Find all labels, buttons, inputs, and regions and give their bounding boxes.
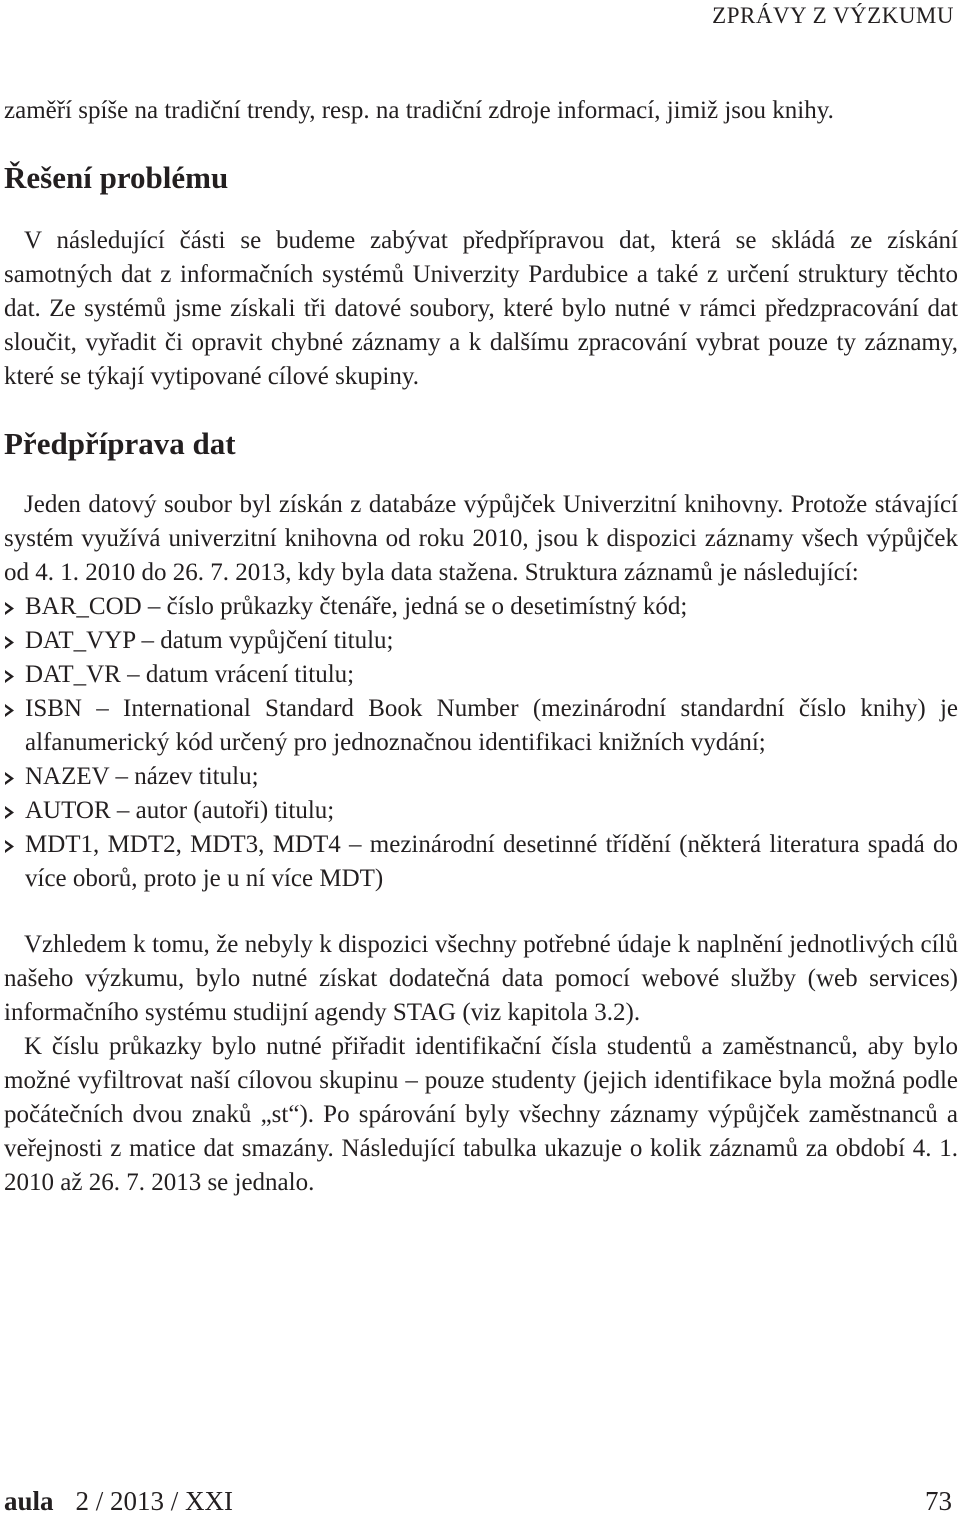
heading-predpriprava-dat: Předpříprava dat bbox=[4, 426, 236, 461]
list-item-text: AUTOR – autor (autoři) titulu; bbox=[25, 797, 335, 824]
list-item bbox=[4, 590, 958, 624]
data-structure-list bbox=[4, 590, 958, 896]
journal-logo: aula bbox=[4, 1486, 54, 1516]
article-body bbox=[4, 94, 958, 1200]
list-item bbox=[4, 794, 958, 828]
list-item bbox=[4, 624, 958, 658]
list-item bbox=[4, 828, 958, 896]
list-item bbox=[4, 658, 958, 692]
chevron-right-icon bbox=[4, 624, 18, 658]
paragraph-spacer bbox=[4, 896, 958, 928]
list-item-text: ISBN – International Standard Book Number (mezinárodní standardní číslo knihy) je alfanumerický kód určený pro jednoznačnou identifikaci knižních vydání; bbox=[25, 695, 958, 756]
chevron-right-icon bbox=[4, 828, 18, 862]
chevron-right-icon bbox=[4, 658, 18, 692]
page-footer bbox=[4, 1484, 952, 1520]
chevron-right-icon bbox=[4, 794, 18, 828]
page-number: 73 bbox=[925, 1486, 952, 1516]
chevron-right-icon bbox=[4, 692, 18, 726]
list-item-text: DAT_VYP – datum vypůjčení titulu; bbox=[25, 627, 394, 654]
paragraph-prukazky: K číslu průkazky bylo nutné přiřadit identifikační čísla studentů a zaměstnanců, aby bylo možné vyfiltrovat naší cílovou skupinu – pouze studenty (jejich identifikace byla možná podle počátečních dvou znaků „st“). Po spárování byly všechny záznamy výpůjček zaměstnanců a veřejnosti z matice dat smazány. Následující tabulka ukazuje o kolik záznamů za období 4. 1. 2010 až 26. 7. 2013 se jednalo. bbox=[4, 1033, 958, 1196]
list-item bbox=[4, 692, 958, 760]
paragraph-reseni: V následující části se budeme zabývat předpřípravou dat, která se skládá ze získání samotných dat z informačních systémů Univerzity Pardubice a také z určení struktury těchto dat. Ze systémů jsme získali tři datové soubory, které bylo nutné v rámci předzpracování dat sloučit, vyřadit či opravit chybné záznamy a k dalšímu zpracování vybrat pouze ty záznamy, které se týkají vytipované cílové skupiny. bbox=[4, 227, 958, 390]
list-item-text: DAT_VR – datum vrácení titulu; bbox=[25, 661, 355, 688]
list-item bbox=[4, 760, 958, 794]
list-item-text: NAZEV – název titulu; bbox=[25, 763, 259, 790]
chevron-right-icon bbox=[4, 590, 18, 624]
list-item-text: MDT1, MDT2, MDT3, MDT4 – mezinárodní desetinné třídění (některá literatura spadá do více oborů, proto je u ní více MDT) bbox=[25, 831, 958, 892]
journal-issue bbox=[4, 1484, 233, 1518]
running-head-section: ZPRÁVY Z VÝZKUMU bbox=[712, 3, 954, 28]
list-item-text: BAR_COD – číslo průkazky čtenáře, jedná se o desetimístný kód; bbox=[25, 593, 688, 620]
chevron-right-icon bbox=[4, 760, 18, 794]
paragraph-predpriprava: Jeden datový soubor byl získán z databáze výpůjček Univerzitní knihovny. Protože stávající systém využívá univerzitní knihovna od roku 2010, jsou k dispozici záznamy všech výpůjček od 4. 1. 2010 do 26. 7. 2013, kdy byla data stažena. Struktura záznamů je následující: bbox=[4, 491, 958, 586]
heading-reseni-problemu: Řešení problému bbox=[4, 160, 229, 195]
paragraph-stag: Vzhledem k tomu, že nebyly k dispozici všechny potřebné údaje k naplnění jednotlivých cílů našeho výzkumu, bylo nutné získat dodatečná data pomocí webové služby (web services) informačního systému studijní agendy STAG (viz kapitola 3.2). bbox=[4, 931, 958, 1026]
paragraph-intro-continued: zaměří spíše na tradiční trendy, resp. na tradiční zdroje informací, jimiž jsou knihy. bbox=[4, 97, 834, 124]
issue-number: 2 / 2013 / XXI bbox=[75, 1486, 234, 1516]
